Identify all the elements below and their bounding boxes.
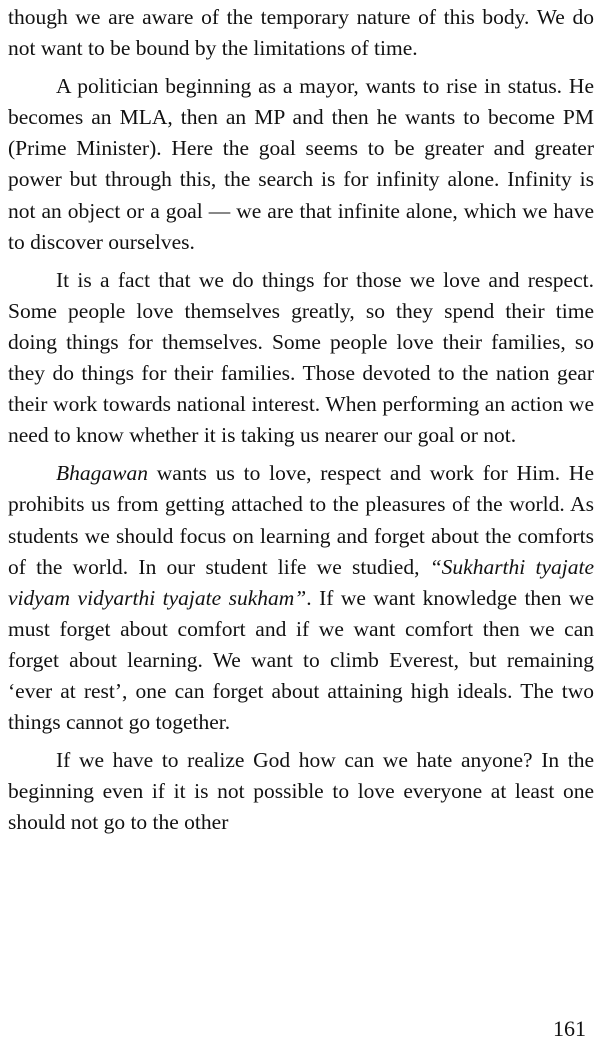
bhagawan-term: Bhagawan	[56, 461, 148, 486]
body-text	[8, 2, 594, 845]
paragraph-4-text-a: wants us to love, respect and work for Him. He prohibits us from getting attached to the pleasures of the world. As students we should focus on learning and forget about the comforts of the world. In our student life we studied,	[8, 461, 594, 579]
paragraph-3: It is a fact that we do things for those we love and respect. Some people love themselves greatly, so they spend their time doing things for themselves. Some people love their families, so they do things for their families. Those devoted to the nation gear their work towards national interest. When performing an action we need to know whether it is taking us nearer our goal or not.	[8, 267, 594, 448]
paragraph-5: If we have to realize God how can we hate anyone? In the beginning even if it is not possible to love everyone at least one should not go to the other	[8, 748, 594, 835]
paragraph-2: A politician beginning as a mayor, wants to rise in status. He becomes an MLA, then an MP and then he wants to become PM (Prime Minister). Here the goal seems to be greater and greater power but through this, the search is for infinity alone. Infinity is not an object or a goal — we are that infinite alone, which we have to discover ourselves.	[8, 74, 594, 254]
paragraph-4-text-b: . If we want knowledge then we must forget about comfort and if we want comfort then we can forget about learning. We want to climb Everest, but remaining ‘ever at rest’, one can forget about attaining high ideals. The two things cannot go together.	[8, 585, 594, 735]
sanskrit-quote: “Sukharthi tyajate vidyam vidyarthi tyajate sukham”	[8, 554, 594, 610]
paragraph-1: though we are aware of the temporary nature of this body. We do not want to be bound by the limitations of time.	[8, 5, 594, 61]
page-number: 161	[553, 1016, 586, 1041]
paragraph-4	[8, 458, 594, 738]
